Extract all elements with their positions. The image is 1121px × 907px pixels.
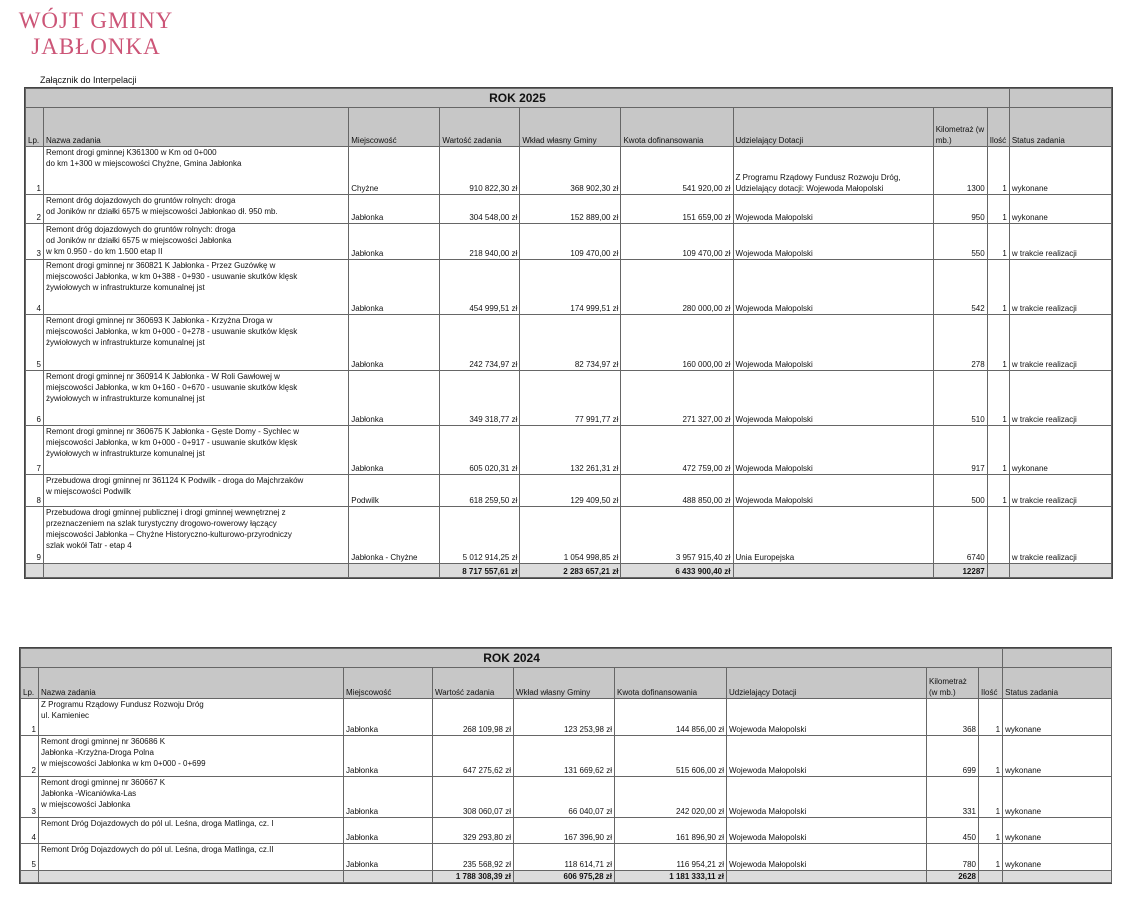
total-own: 606 975,28 zł xyxy=(514,870,615,882)
cell-grant: 116 954,21 zł xyxy=(615,844,727,871)
empty-cell xyxy=(1003,649,1112,668)
cell-donor: Wojewoda Małopolski xyxy=(727,776,927,817)
cell-km: 500 xyxy=(933,474,987,506)
header-grant: Kwota dofinansowania xyxy=(615,668,727,699)
cell-own: 152 889,00 zł xyxy=(520,195,621,223)
cell-donor: Z Programu Rządowy Fundusz Rozwoju Dróg, Udzielający dotacji: Wojewoda Małopolski xyxy=(733,146,933,195)
cell-place: Jabłonka xyxy=(349,426,440,475)
cell-qty: 1 xyxy=(979,735,1003,776)
cell-grant: 515 606,00 zł xyxy=(615,735,727,776)
cell-grant: 488 850,00 zł xyxy=(621,474,733,506)
header-task: Nazwa zadania xyxy=(44,108,349,146)
cell-place: Jabłonka xyxy=(344,699,433,736)
cell-place: Jabłonka xyxy=(349,223,440,259)
cell-grant: 144 856,00 zł xyxy=(615,699,727,736)
header-qty: Ilość xyxy=(987,108,1009,146)
total-value: 8 717 557,61 zł xyxy=(440,563,520,577)
cell-km: 1300 xyxy=(933,146,987,195)
cell-donor: Wojewoda Małopolski xyxy=(727,699,927,736)
cell-grant: 160 000,00 zł xyxy=(621,314,733,371)
cell-value: 5 012 914,25 zł xyxy=(440,507,520,564)
cell-lp: 2 xyxy=(26,195,44,223)
cell-own: 129 409,50 zł xyxy=(520,474,621,506)
cell-task: Remont dróg dojazdowych do gruntów rolnych: droga od Joników nr działki 6575 w miejscowości Jabłonka w km 0.950 - do km 1.500 etap II xyxy=(44,223,349,259)
header-donor: Udzielający Dotacji xyxy=(727,668,927,699)
cell-donor: Unia Europejska xyxy=(733,507,933,564)
cell-lp: 8 xyxy=(26,474,44,506)
cell-lp: 4 xyxy=(21,817,39,844)
total-donor xyxy=(733,563,933,577)
cell-status: w trakcie realizacji xyxy=(1009,223,1111,259)
cell-value: 605 020,31 zł xyxy=(440,426,520,475)
total-place xyxy=(349,563,440,577)
header-row xyxy=(26,108,1112,146)
cell-grant: 541 920,00 zł xyxy=(621,146,733,195)
cell-own: 1 054 998,85 zł xyxy=(520,507,621,564)
cell-task: Remont Dróg Dojazdowych do pól ul. Leśna, droga Matlinga, cz. I xyxy=(39,817,344,844)
table-row xyxy=(26,474,1112,506)
cell-own: 77 991,77 zł xyxy=(520,371,621,426)
table-row xyxy=(26,223,1112,259)
cell-own: 123 253,98 zł xyxy=(514,699,615,736)
attachment-caption: Załącznik do Interpelacji xyxy=(40,75,137,85)
total-task xyxy=(39,870,344,882)
wojt-stamp xyxy=(16,8,176,60)
header-own: Wkład własny Gminy xyxy=(514,668,615,699)
cell-place: Jabłonka xyxy=(344,735,433,776)
cell-status: wykonane xyxy=(1003,735,1112,776)
cell-qty xyxy=(987,507,1009,564)
total-qty xyxy=(979,870,1003,882)
cell-value: 304 548,00 zł xyxy=(440,195,520,223)
table-title-row xyxy=(21,649,1112,668)
cell-grant: 271 327,00 zł xyxy=(621,371,733,426)
cell-qty: 1 xyxy=(987,426,1009,475)
cell-km: 368 xyxy=(927,699,979,736)
stamp-line-2: JABŁONKA xyxy=(31,34,161,59)
total-grant: 6 433 900,40 zł xyxy=(621,563,733,577)
cell-value: 647 275,62 zł xyxy=(433,735,514,776)
data-table xyxy=(20,648,1112,883)
cell-qty: 1 xyxy=(987,371,1009,426)
cell-km: 917 xyxy=(933,426,987,475)
cell-status: w trakcie realizacji xyxy=(1009,474,1111,506)
cell-value: 268 109,98 zł xyxy=(433,699,514,736)
cell-task: Remont drogi gminnej nr 360914 K Jabłonka - W Roli Gawłowej w miejscowości Jabłonka, w km 0+160 - 0+670 - usuwanie skutków klęsk żywiołowych w infrastrukturze komunalnej jst xyxy=(44,371,349,426)
table-row xyxy=(21,735,1112,776)
cell-grant: 242 020,00 zł xyxy=(615,776,727,817)
cell-own: 66 040,07 zł xyxy=(514,776,615,817)
header-qty: Ilość xyxy=(979,668,1003,699)
cell-lp: 1 xyxy=(26,146,44,195)
cell-grant: 472 759,00 zł xyxy=(621,426,733,475)
cell-km: 780 xyxy=(927,844,979,871)
cell-place: Jabłonka xyxy=(349,260,440,315)
header-place: Miejscowość xyxy=(344,668,433,699)
cell-qty: 1 xyxy=(987,223,1009,259)
cell-own: 109 470,00 zł xyxy=(520,223,621,259)
total-place xyxy=(344,870,433,882)
header-place: Miejscowość xyxy=(349,108,440,146)
header-lp: Lp. xyxy=(21,668,39,699)
header-task: Nazwa zadania xyxy=(39,668,344,699)
cell-lp: 5 xyxy=(26,314,44,371)
cell-place: Chyżne xyxy=(349,146,440,195)
cell-status: w trakcie realizacji xyxy=(1009,371,1111,426)
cell-status: wykonane xyxy=(1003,776,1112,817)
cell-status: w trakcie realizacji xyxy=(1009,507,1111,564)
cell-donor: Wojewoda Małopolski xyxy=(733,223,933,259)
total-km: 12287 xyxy=(933,563,987,577)
cell-place: Podwilk xyxy=(349,474,440,506)
cell-lp: 6 xyxy=(26,371,44,426)
cell-task: Remont drogi gminnej nr 360667 K Jabłonka -Wicaniówka-Las w miejscowości Jabłonka xyxy=(39,776,344,817)
total-km: 2628 xyxy=(927,870,979,882)
cell-place: Jabłonka xyxy=(344,817,433,844)
cell-value: 329 293,80 zł xyxy=(433,817,514,844)
cell-km: 550 xyxy=(933,223,987,259)
header-status: Status zadania xyxy=(1003,668,1112,699)
cell-qty: 1 xyxy=(987,314,1009,371)
cell-status: wykonane xyxy=(1003,844,1112,871)
table-row xyxy=(21,844,1112,871)
cell-task: Przebudowa drogi gminnej nr 361124 K Podwilk - droga do Majchrzaków w miejscowości Podwilk xyxy=(44,474,349,506)
cell-grant: 161 896,90 zł xyxy=(615,817,727,844)
totals-row xyxy=(21,870,1112,882)
cell-place: Jabłonka - Chyżne xyxy=(349,507,440,564)
cell-status: wykonane xyxy=(1009,195,1111,223)
cell-value: 349 318,77 zł xyxy=(440,371,520,426)
header-value: Wartość zadania xyxy=(440,108,520,146)
total-own: 2 283 657,21 zł xyxy=(520,563,621,577)
cell-lp: 3 xyxy=(21,776,39,817)
total-lp xyxy=(21,870,39,882)
stamp-line-1: WÓJT GMINY xyxy=(18,8,174,33)
cell-donor: Wojewoda Małopolski xyxy=(733,260,933,315)
totals-row xyxy=(26,563,1112,577)
cell-qty: 1 xyxy=(979,776,1003,817)
cell-qty: 1 xyxy=(979,699,1003,736)
header-km: Kilometraż (w mb.) xyxy=(933,108,987,146)
header-row xyxy=(21,668,1112,699)
table-row xyxy=(21,817,1112,844)
cell-qty: 1 xyxy=(987,146,1009,195)
table-row xyxy=(26,260,1112,315)
cell-value: 235 568,92 zł xyxy=(433,844,514,871)
table-title: ROK 2024 xyxy=(21,649,1003,668)
cell-status: wykonane xyxy=(1009,426,1111,475)
cell-qty: 1 xyxy=(987,260,1009,315)
cell-task: Remont drogi gminnej K361300 w Km od 0+000 do km 1+300 w miejscowości Chyżne, Gmina Jabłonka xyxy=(44,146,349,195)
cell-donor: Wojewoda Małopolski xyxy=(727,844,927,871)
cell-own: 368 902,30 zł xyxy=(520,146,621,195)
cell-value: 308 060,07 zł xyxy=(433,776,514,817)
cell-place: Jabłonka xyxy=(349,195,440,223)
cell-status: wykonane xyxy=(1003,699,1112,736)
cell-qty: 1 xyxy=(979,844,1003,871)
cell-value: 910 822,30 zł xyxy=(440,146,520,195)
table-row xyxy=(26,314,1112,371)
cell-value: 242 734,97 zł xyxy=(440,314,520,371)
cell-donor: Wojewoda Małopolski xyxy=(733,474,933,506)
total-status xyxy=(1003,870,1112,882)
total-value: 1 788 308,39 zł xyxy=(433,870,514,882)
cell-lp: 2 xyxy=(21,735,39,776)
table-row xyxy=(26,146,1112,195)
cell-lp: 1 xyxy=(21,699,39,736)
cell-grant: 3 957 915,40 zł xyxy=(621,507,733,564)
cell-task: Remont drogi gminnej nr 360686 K Jabłonka -Krzyżna-Droga Polna w miejscowości Jabłonka w km 0+000 - 0+699 xyxy=(39,735,344,776)
cell-lp: 9 xyxy=(26,507,44,564)
cell-task: Remont Dróg Dojazdowych do pól ul. Leśna, droga Matlinga, cz.II xyxy=(39,844,344,871)
cell-own: 174 999,51 zł xyxy=(520,260,621,315)
table-title-row xyxy=(26,89,1112,108)
header-status: Status zadania xyxy=(1009,108,1111,146)
table-rok-2025 xyxy=(24,87,1113,579)
header-value: Wartość zadania xyxy=(433,668,514,699)
cell-value: 218 940,00 zł xyxy=(440,223,520,259)
cell-donor: Wojewoda Małopolski xyxy=(733,314,933,371)
cell-donor: Wojewoda Małopolski xyxy=(727,817,927,844)
total-grant: 1 181 333,11 zł xyxy=(615,870,727,882)
header-km: Kilometraż (w mb.) xyxy=(927,668,979,699)
data-table xyxy=(25,88,1112,578)
cell-donor: Wojewoda Małopolski xyxy=(733,371,933,426)
cell-place: Jabłonka xyxy=(349,314,440,371)
cell-own: 132 261,31 zł xyxy=(520,426,621,475)
cell-qty: 1 xyxy=(987,195,1009,223)
cell-grant: 280 000,00 zł xyxy=(621,260,733,315)
cell-status: wykonane xyxy=(1003,817,1112,844)
cell-lp: 7 xyxy=(26,426,44,475)
cell-value: 618 259,50 zł xyxy=(440,474,520,506)
total-lp xyxy=(26,563,44,577)
cell-task: Przebudowa drogi gminnej publicznej i drogi gminnej wewnętrznej z przeznaczeniem na szlak turystyczny drogowo-rowerowy łączący miejscowości Jabłonka – Chyżne Historyczno-kulturowo-przyrodniczy szlak wokół Tatr - etap 4 xyxy=(44,507,349,564)
cell-task: Remont drogi gminnej nr 360821 K Jabłonka - Przez Guzówkę w miejscowości Jabłonka, w km 0+388 - 0+930 - usuwanie skutków klęsk żywiołowych w infrastrukturze komunalnej jst xyxy=(44,260,349,315)
table-row xyxy=(26,371,1112,426)
header-donor: Udzielający Dotacji xyxy=(733,108,933,146)
cell-own: 82 734,97 zł xyxy=(520,314,621,371)
cell-status: w trakcie realizacji xyxy=(1009,314,1111,371)
cell-km: 278 xyxy=(933,314,987,371)
cell-km: 950 xyxy=(933,195,987,223)
table-row xyxy=(26,195,1112,223)
total-donor xyxy=(727,870,927,882)
cell-donor: Wojewoda Małopolski xyxy=(733,426,933,475)
header-grant: Kwota dofinansowania xyxy=(621,108,733,146)
cell-lp: 5 xyxy=(21,844,39,871)
cell-km: 699 xyxy=(927,735,979,776)
cell-qty: 1 xyxy=(979,817,1003,844)
cell-grant: 151 659,00 zł xyxy=(621,195,733,223)
total-status xyxy=(1009,563,1111,577)
table-title: ROK 2025 xyxy=(26,89,1010,108)
cell-km: 542 xyxy=(933,260,987,315)
cell-lp: 3 xyxy=(26,223,44,259)
cell-qty: 1 xyxy=(987,474,1009,506)
cell-km: 331 xyxy=(927,776,979,817)
table-row xyxy=(21,776,1112,817)
table-row xyxy=(26,426,1112,475)
cell-task: Remont drogi gminnej nr 360693 K Jabłonka - Krzyżna Droga w miejscowości Jabłonka, w km 0+000 - 0+278 - usuwanie skutków klęsk żywiołowych w infrastrukturze komunalnej jst xyxy=(44,314,349,371)
cell-status: w trakcie realizacji xyxy=(1009,260,1111,315)
cell-value: 454 999,51 zł xyxy=(440,260,520,315)
cell-status: wykonane xyxy=(1009,146,1111,195)
cell-grant: 109 470,00 zł xyxy=(621,223,733,259)
table-row xyxy=(21,699,1112,736)
table-row xyxy=(26,507,1112,564)
cell-km: 510 xyxy=(933,371,987,426)
table-rok-2024 xyxy=(19,647,1112,884)
header-lp: Lp. xyxy=(26,108,44,146)
total-qty xyxy=(987,563,1009,577)
cell-task: Z Programu Rządowy Fundusz Rozwoju Dróg ul. Kamieniec xyxy=(39,699,344,736)
cell-km: 6740 xyxy=(933,507,987,564)
cell-task: Remont dróg dojazdowych do gruntów rolnych: droga od Joników nr działki 6575 w miejscowości Jabłonkao dł. 950 mb. xyxy=(44,195,349,223)
header-own: Wkład własny Gminy xyxy=(520,108,621,146)
cell-lp: 4 xyxy=(26,260,44,315)
cell-donor: Wojewoda Małopolski xyxy=(733,195,933,223)
cell-own: 131 669,62 zł xyxy=(514,735,615,776)
cell-donor: Wojewoda Małopolski xyxy=(727,735,927,776)
empty-cell xyxy=(1009,89,1111,108)
cell-place: Jabłonka xyxy=(344,776,433,817)
cell-own: 118 614,71 zł xyxy=(514,844,615,871)
cell-place: Jabłonka xyxy=(344,844,433,871)
cell-km: 450 xyxy=(927,817,979,844)
total-task xyxy=(44,563,349,577)
cell-own: 167 396,90 zł xyxy=(514,817,615,844)
cell-place: Jabłonka xyxy=(349,371,440,426)
cell-task: Remont drogi gminnej nr 360675 K Jabłonka - Gęste Domy - Sychlec w miejscowości Jabłonka, w km 0+000 - 0+917 - usuwanie skutków klęsk żywiołowych w infrastrukturze komunalnej jst xyxy=(44,426,349,475)
